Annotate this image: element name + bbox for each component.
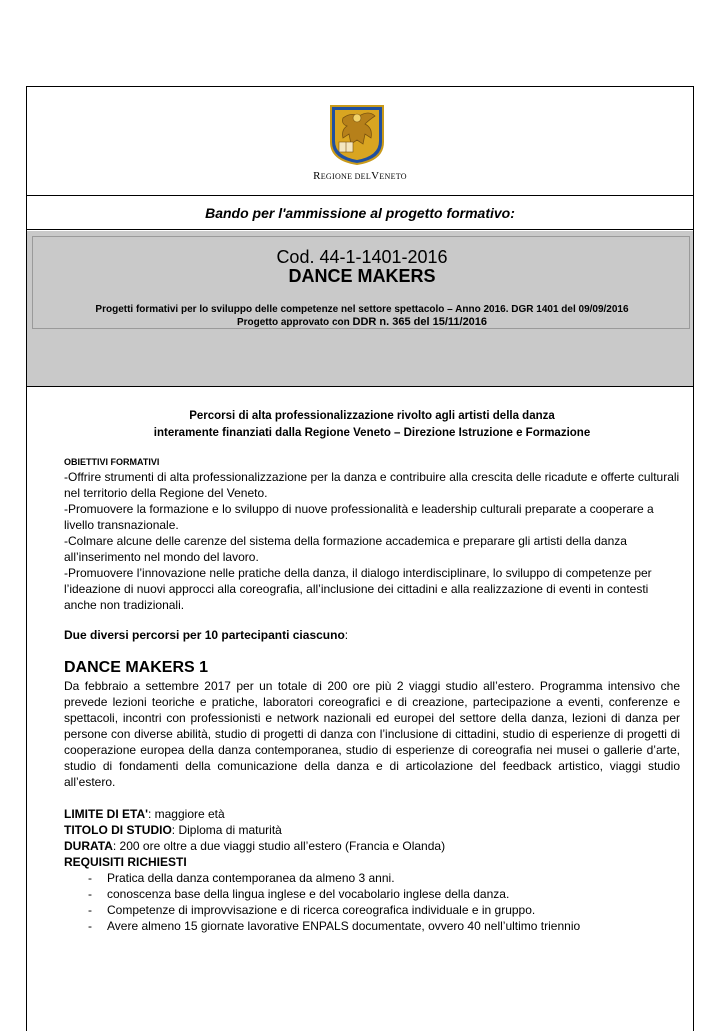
- study-title-line: [64, 822, 680, 838]
- requirements-label: REQUISITI RICHIESTI: [64, 855, 187, 869]
- age-limit-line: [64, 806, 680, 822]
- requirements-heading: [64, 854, 680, 870]
- requirement-item: - Avere almeno 15 giornate lavorative ENPALS documentate, ovvero 40 nell’ultimo triennio: [88, 918, 680, 934]
- duration-label: DURATA: [64, 839, 113, 853]
- intro-line-1: Percorsi di alta professionalizzazione rivolto agli artisti della danza: [189, 410, 555, 422]
- age-limit-label: LIMITE DI ETA': [64, 807, 148, 821]
- study-title-value: : Diploma di maturità: [171, 823, 282, 837]
- intro-line-2: interamente finanziati dalla Regione Veneto – Direzione Istruzione e Formazione: [153, 427, 591, 439]
- project-code: Cod. 44-1-1401-2016: [276, 247, 448, 267]
- region-name: [300, 170, 420, 182]
- percorsi-bold: Due diversi percorsi per 10 partecipanti ciascuno: [64, 628, 345, 642]
- approval-ddr: DDR n. 365 del 15/11/2016: [352, 316, 488, 328]
- objectives-heading: OBIETTIVI FORMATIVI: [64, 457, 160, 467]
- percorsi-suffix: :: [344, 628, 349, 642]
- requirement-item: - Competenze di improvvisazione e di ricerca coreografica individuale e in gruppo.: [88, 902, 680, 918]
- region-name-part-1: EGIONE DEL: [320, 172, 372, 181]
- objective-item: -Offrire strumenti di alta professionalizzazione per la danza e contribuire alla crescita delle ricadute e offerte culturali nel territorio della Regione del Veneto.: [64, 470, 680, 500]
- main-content: [64, 408, 680, 934]
- requirement-item: - Pratica della danza contemporanea da almeno 3 anni.: [88, 870, 680, 886]
- duration-line: [64, 838, 680, 854]
- project-description-line: Progetti formativi per lo sviluppo delle competenze nel settore spettacolo – Anno 2016. DGR 1401 del 09/09/2016: [95, 304, 629, 315]
- region-name-initial-2: V: [371, 170, 380, 182]
- requirement-item: - conoscenza base della lingua inglese e del vocabolario inglese della danza.: [88, 886, 680, 902]
- study-title-label: TITOLO DI STUDIO: [64, 823, 172, 837]
- age-limit-value: : maggiore età: [147, 807, 225, 821]
- region-name-part-2: ENETO: [379, 172, 407, 181]
- objective-item: -Promuovere l’innovazione nelle pratiche della danza, il dialogo interdisciplinare, lo sviluppo di competenze per l’ideazione di nuovi approcci alla coreografia, all’inclusione dei cittadini e alla realizzazione di eventi in contesti anche non tradizionali.: [64, 566, 652, 612]
- region-name-initial-1: R: [313, 170, 321, 182]
- duration-value: : 200 ore oltre a due viaggi studio all’estero (Francia e Olanda): [112, 839, 446, 853]
- dance-makers-1-title: DANCE MAKERS 1: [64, 659, 209, 676]
- percorsi-line: [64, 627, 680, 643]
- winged-lion-emblem-icon: [329, 104, 385, 166]
- objective-item: -Colmare alcune delle carenze del sistema della formazione accademica e preparare gli artisti della danza all’inserimento nel mondo del lavoro.: [64, 534, 627, 564]
- project-approval-line: [0, 316, 724, 329]
- requirements-list: [64, 870, 680, 934]
- approval-prefix: Progetto approvato con: [236, 317, 350, 328]
- project-title: DANCE MAKERS: [288, 266, 436, 286]
- bando-heading: Bando per l'ammissione al progetto formativo:: [26, 196, 694, 230]
- objective-item: -Promuovere la formazione e lo sviluppo di nuove professionalità e leadership culturali preparate a cooperare a livello transnazionale.: [64, 502, 654, 532]
- dance-makers-1-description: Da febbraio a settembre 2017 per un totale di 200 ore più 2 viaggi studio all’estero. Programma intensivo che prevede lezioni teoriche e pratiche, laboratori coreografici e di creazione, partecipazione a eventi, conferenze e spettacoli, incontri con professionisti e network nazionali ed europei del settore della danza, lezioni di danza per persone con diverse abilità, studio di progetti di danza con l’inclusione di cittadini, studio di esperienze di progetti di cooperazione europea della danza contemporanea, studio di esperienze di coreografia nei musei o gallerie d’arte, studio di fondamenti della comunicazione della danza e di articolazione del feedback artistico, viaggi studio all’estero.: [64, 679, 680, 789]
